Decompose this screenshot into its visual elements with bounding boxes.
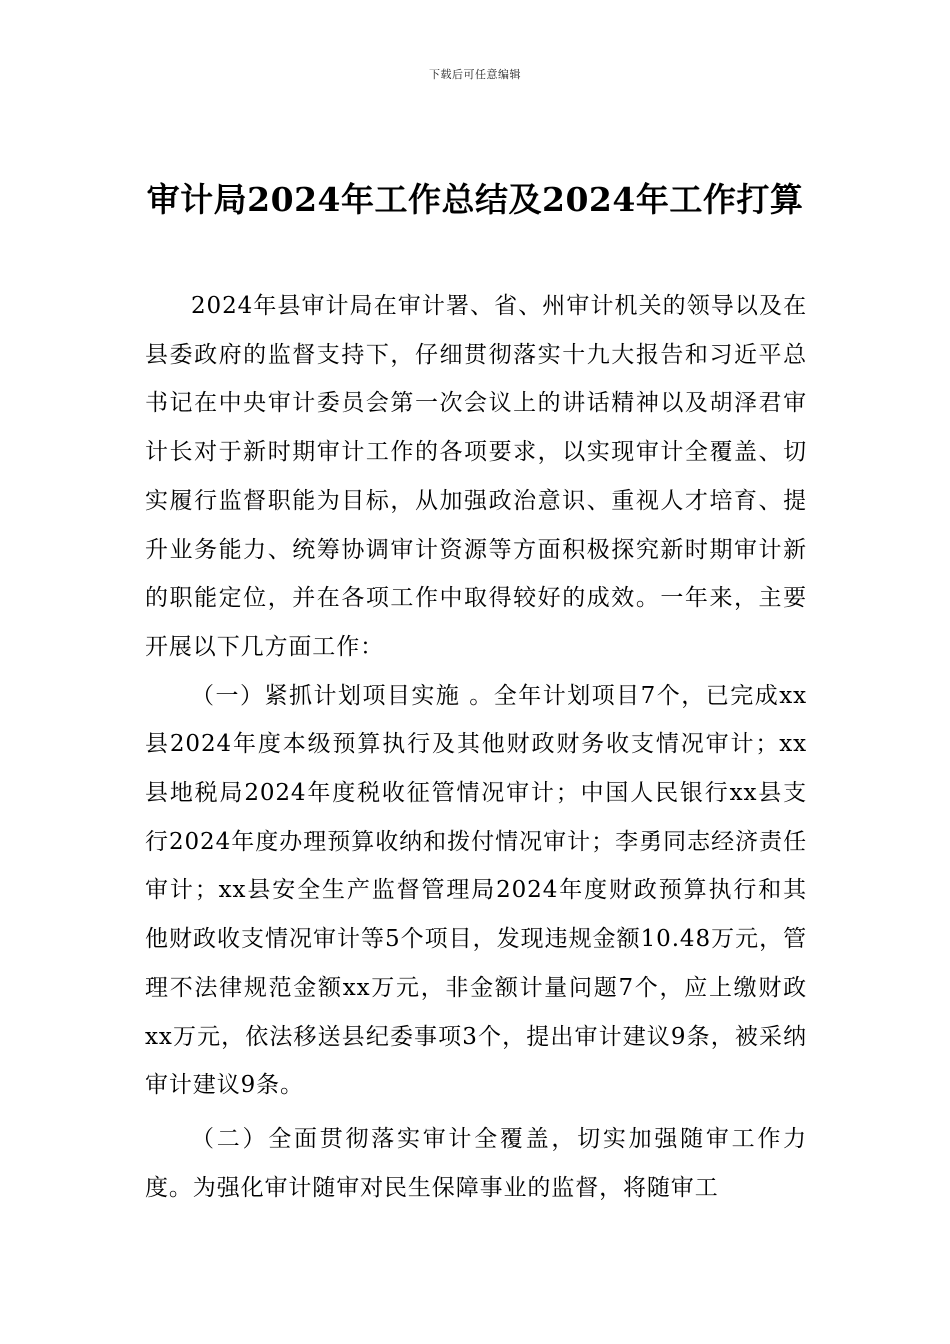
paragraph-section-1: （一）紧抓计划项目实施 。全年计划项目7个，已完成xx县2024年度本级预算执行及其他财政财务收支情况审计；xx县地税局2024年度税收征管情况审计；中国人民银行xx县支行2024年度办理预算收纳和拨付情况审计；李勇同志经济责任审计；xx县安全生产监督管理局2024年度财政预算执行和其他财政收支情况审计等5个项目，发现违规金额10.48万元，管理不法律规范金额xx万元，非金额计量问题7个，应上缴财政xx万元，依法移送县纪委事项3个，提出审计建议9条，被采纳审计建议9条。 xyxy=(145,682,807,1099)
paragraph-intro: 2024年县审计局在审计署、省、州审计机关的领导以及在县委政府的监督支持下，仔细贯彻落实十九大报告和习近平总书记在中央审计委员会第一次会议上的讲话精神以及胡泽君审计长对于新时期审计工作的各项要求，以实现审计全覆盖、切实履行监督职能为目标，从加强政治意识、重视人才培育、提升业务能力、统筹协调审计资源等方面积极探究新时期审计新的职能定位，并在各项工作中取得较好的成效。一年来，主要开展以下几方面工作： xyxy=(145,293,807,660)
page-header-note: 下载后可任意编辑 xyxy=(429,68,521,81)
document-body xyxy=(145,282,807,1212)
document-title: 审计局2024年工作总结及2024年工作打算 xyxy=(146,180,804,219)
paragraph-section-2: （二）全面贯彻落实审计全覆盖，切实加强随审工作力度。为强化审计随审对民生保障事业的监督，将随审工 xyxy=(145,1125,807,1201)
